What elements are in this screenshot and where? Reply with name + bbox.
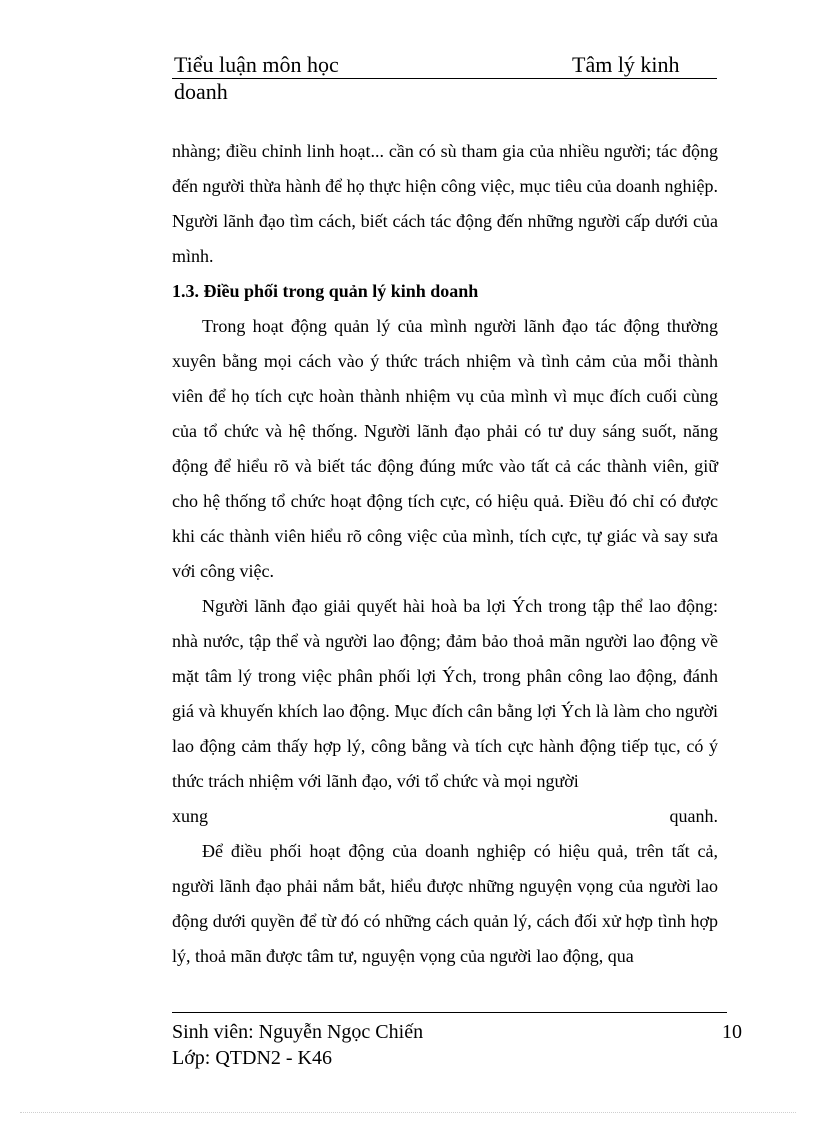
paragraph-2-last-line <box>172 799 718 834</box>
header-subject-continuation: doanh <box>174 79 228 104</box>
header-row <box>172 52 717 79</box>
body-text <box>172 134 718 974</box>
footer-student-name: Sinh viên: Nguyễn Ngọc Chiến <box>172 1021 424 1043</box>
paragraph-2-end-right: quanh. <box>669 806 718 826</box>
paragraph-intro: nhàng; điều chỉnh linh hoạt... cần có sù tham gia của nhiều người; tác động đến người thừa hành để họ thực hiện công việc, mục tiêu của doanh nghiệp. Người lãnh đạo tìm cách, biết cách tác động đến những người cấp dưới của mình. <box>172 141 718 266</box>
page-footer <box>172 1012 727 1071</box>
paragraph-3: Để điều phối hoạt động của doanh nghiệp có hiệu quả, trên tất cả, người lãnh đạo phải nắm bắt, hiểu được những nguyện vọng của người lao động dưới quyền để từ đó có những cách quản lý, cách đối xử hợp tình hợp lý, thoả mãn được tâm tư, nguyện vọng của người lao động, qua <box>172 841 718 966</box>
header-subject-title: Tâm lý kinh <box>572 52 680 77</box>
page-header <box>172 52 717 105</box>
paragraph-1: Trong hoạt động quản lý của mình người lãnh đạo tác động thường xuyên bằng mọi cách vào ý thức trách nhiệm và tình cảm của mỗi thành viên để họ tích cực hoàn thành nhiệm vụ của mình vì mục đích cuối cùng của tổ chức và hệ thống. Người lãnh đạo phải có tư duy sáng suốt, năng động để hiểu rõ và biết tác động đúng mức vào tất cả các thành viên, giữ cho hệ thống tổ chức hoạt động tích cực, có hiệu quả. Điều đó chỉ có được khi các thành viên hiểu rõ công việc của mình, tích cực, tự giác và say sưa với công việc. <box>172 316 718 581</box>
paragraph-2: Người lãnh đạo giải quyết hài hoà ba lợi Ých trong tập thể lao động: nhà nước, tập thể và người lao động; đảm bảo thoả mãn người lao động về mặt tâm lý trong việc phân phối lợi Ých, trong phân công lao động, đánh giá và khuyến khích lao động. Mục đích cân bằng lợi Ých là làm cho người lao động cảm thấy hợp lý, công bằng và tích cực hành động tiếp tục, có ý thức trách nhiệm với lãnh đạo, với tổ chức và mọi người <box>172 596 718 791</box>
paragraph-2-end-left: xung <box>172 806 208 826</box>
section-heading: 1.3. Điều phối trong quản lý kinh doanh <box>172 281 479 301</box>
page-bottom-divider <box>20 1112 796 1113</box>
footer-class: Lớp: QTDN2 - K46 <box>172 1047 332 1069</box>
page-number: 10 <box>722 1021 742 1043</box>
header-course-title: Tiểu luận môn học <box>174 52 339 77</box>
